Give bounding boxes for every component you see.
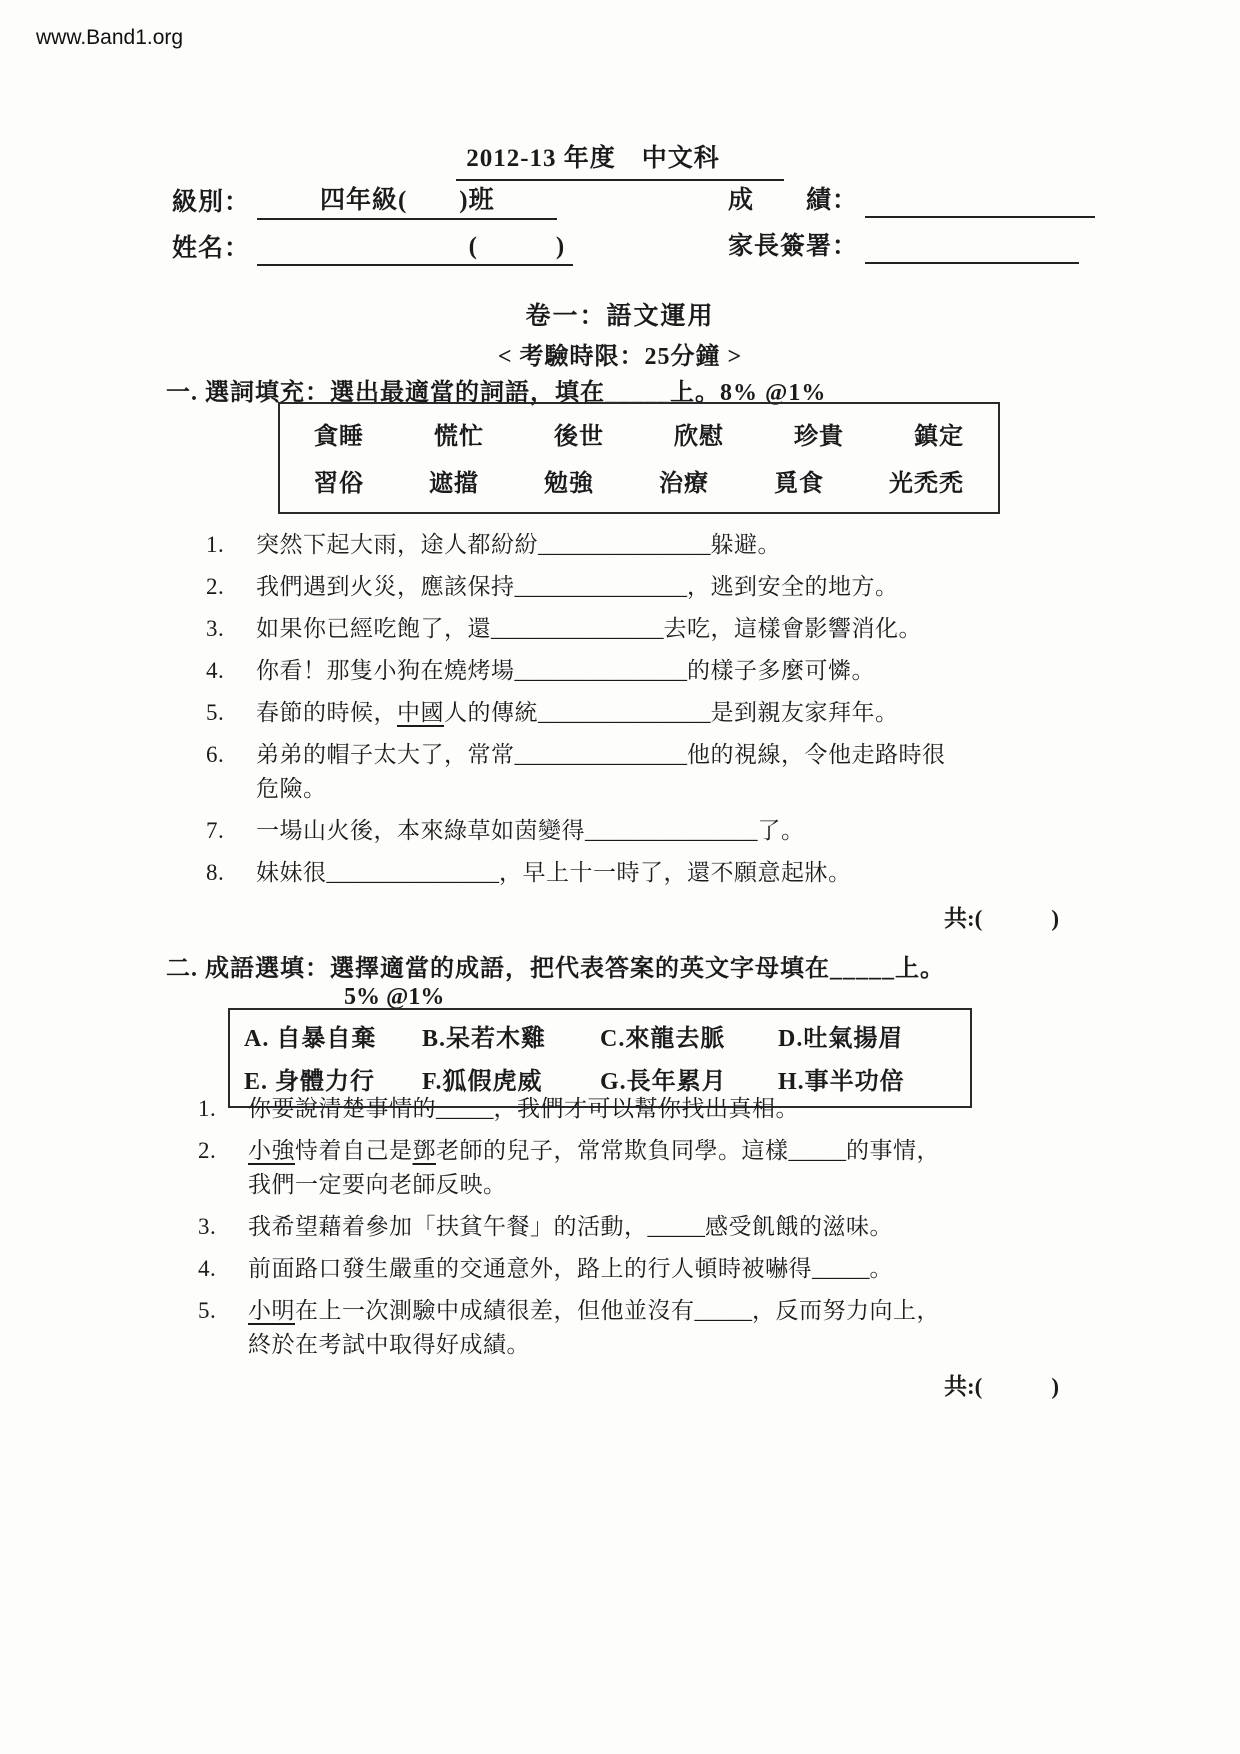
bank-item: H.事半功倍 (778, 1069, 905, 1095)
section2-subheading: 5% @1% (344, 984, 445, 1010)
question-number: 8. (206, 860, 225, 885)
name-blank-line: ( ) (257, 226, 573, 266)
bank-item: 欣慰 (674, 424, 724, 450)
field-class (172, 180, 557, 220)
question-segment: 在上一次測驗中成績很差，但他並沒有 (295, 1298, 695, 1323)
question-number: 4. (206, 658, 225, 683)
question-text (256, 814, 1086, 848)
question-row (198, 1134, 1098, 1202)
section1-heading: 一. 選詞填充：選出最適當的詞語，填在_____上。8% @1% (166, 380, 827, 406)
bank-item: D.吐氣揚眉 (778, 1026, 904, 1052)
question-segment: 的事情， (846, 1138, 940, 1163)
question-segment: 鄧 (412, 1138, 436, 1163)
bank-item: 慌忙 (434, 424, 484, 450)
bank-row (314, 463, 964, 498)
question-segment: 小強 (248, 1138, 295, 1163)
question-segment: 是到親友家拜年。 (710, 700, 899, 725)
question-text (256, 528, 1086, 562)
question-text (248, 1210, 1098, 1244)
bank-item: 後世 (554, 424, 604, 450)
question-text (248, 1294, 1098, 1362)
question-segment: 了。 (757, 818, 805, 843)
bank-item: 覓食 (774, 471, 824, 497)
question-row (206, 856, 1086, 890)
class-label: 級別： (172, 189, 251, 216)
question-segment: ，早上十一時了，還不願意起牀。 (499, 860, 852, 885)
bank-row (244, 1061, 956, 1096)
question-segment: 去吃，這樣會影響消化。 (663, 616, 922, 641)
part-title: 卷一：語文運用 (525, 303, 715, 330)
bank-item: C.來龍去脈 (600, 1026, 726, 1052)
question-segment: 的樣子多麼可憐。 (687, 658, 875, 683)
field-name (172, 226, 573, 266)
word-bank-box (278, 402, 1000, 514)
question-segment: 恃着自己是 (295, 1138, 413, 1163)
time-limit: < 考驗時限：25分鐘 > (497, 344, 743, 370)
question-segment: 終於在考試中取得好成績。 (248, 1332, 530, 1357)
bank-item: 治療 (659, 471, 709, 497)
bank-item: 珍貴 (794, 424, 844, 450)
section2-question-list (198, 1092, 1098, 1370)
question-row (206, 696, 1086, 730)
question-row (206, 570, 1086, 604)
question-row (206, 738, 1086, 806)
question-number: 6. (206, 742, 225, 767)
bank-item: 光禿禿 (889, 471, 964, 497)
answer-blank: _____ (788, 1138, 846, 1163)
question-segment: 感受飢餓的滋味。 (705, 1214, 893, 1239)
score-label: 成 績： (728, 187, 859, 214)
question-segment: 中國 (397, 700, 444, 725)
site-watermark: www.Band1.org (36, 26, 184, 49)
section1-total: 共:( ) (944, 906, 1059, 931)
idiom-bank-rows (244, 1018, 956, 1096)
bank-item: 遮擋 (429, 471, 479, 497)
question-text (256, 612, 1086, 646)
question-row (198, 1294, 1098, 1362)
bank-item: F.狐假虎威 (422, 1069, 543, 1095)
answer-blank: _______________ (514, 574, 687, 599)
question-row (206, 814, 1086, 848)
question-segment: 妹妹很 (256, 860, 327, 885)
question-segment: 。 (869, 1256, 893, 1281)
question-number: 3. (198, 1214, 217, 1239)
question-number: 1. (198, 1096, 217, 1121)
exam-title (0, 138, 1240, 181)
question-segment: 我們遇到火災，應該保持 (256, 574, 515, 599)
field-parent-signature (728, 226, 1079, 264)
question-row (206, 612, 1086, 646)
question-segment: 老師的兒子，常常欺負同學。這樣 (436, 1138, 789, 1163)
bank-item: B.呆若木雞 (422, 1026, 547, 1052)
answer-blank: _______________ (538, 532, 711, 557)
class-value-line: 四年級( )班 (257, 180, 557, 220)
score-blank-line (865, 186, 1095, 218)
bank-item: A. 自暴自棄 (244, 1026, 377, 1052)
question-segment: ，反而努力向上， (752, 1298, 940, 1323)
question-segment: 我希望藉着參加「扶貧午餐」的活動， (248, 1214, 648, 1239)
question-segment: 前面路口發生嚴重的交通意外，路上的行人頓時被嚇得 (248, 1256, 812, 1281)
section2-heading: 二. 成語選填：選擇適當的成語，把代表答案的英文字母填在_____上。 (166, 956, 945, 982)
answer-blank: _______________ (585, 818, 758, 843)
question-segment: 小明 (248, 1298, 295, 1323)
bank-item: 勉強 (544, 471, 594, 497)
question-segment: 一場山火後，本來綠草如茵變得 (256, 818, 585, 843)
field-score (728, 180, 1095, 218)
question-text (256, 738, 1086, 806)
bank-row (244, 1018, 956, 1053)
question-segment: 突然下起大雨，途人都紛紛 (256, 532, 538, 557)
question-segment: 你要說清楚事情的 (248, 1096, 436, 1121)
bank-item: E. 身體力行 (244, 1069, 376, 1095)
exam-title-text: 2012-13 年度 中文科 (456, 138, 784, 181)
question-segment: 危險。 (256, 776, 327, 801)
section1-question-list (206, 528, 1086, 898)
bank-item: 鎮定 (914, 424, 964, 450)
answer-blank: _______________ (538, 700, 711, 725)
question-text (248, 1252, 1098, 1286)
question-row (206, 528, 1086, 562)
question-number: 2. (198, 1138, 217, 1163)
question-segment: 你看！那隻小狗在燒烤場 (256, 658, 515, 683)
parent-signature-blank-line (865, 232, 1079, 264)
question-segment: 他的視線，令他走路時很 (687, 742, 946, 767)
question-row (198, 1210, 1098, 1244)
answer-blank: _______________ (326, 860, 499, 885)
word-bank-rows (314, 416, 964, 498)
question-segment: ，我們才可以幫你找出真相。 (493, 1096, 799, 1121)
answer-blank: _______________ (491, 616, 664, 641)
question-segment: 如果你已經吃飽了，還 (256, 616, 491, 641)
name-label: 姓名： (172, 235, 251, 262)
section2-total: 共:( ) (944, 1374, 1059, 1399)
bank-item: G.長年累月 (600, 1069, 727, 1095)
question-row (198, 1252, 1098, 1286)
parent-signature-label: 家長簽署： (728, 233, 859, 260)
question-text (256, 856, 1086, 890)
bank-row (314, 416, 964, 451)
question-text (256, 654, 1086, 688)
bank-item: 貪睡 (314, 424, 364, 450)
question-text (256, 696, 1086, 730)
question-text (256, 570, 1086, 604)
answer-blank: _______________ (514, 742, 687, 767)
answer-blank: _______________ (514, 658, 687, 683)
answer-blank: _____ (694, 1298, 752, 1323)
question-number: 2. (206, 574, 225, 599)
question-number: 7. (206, 818, 225, 843)
bank-item: 習俗 (314, 471, 364, 497)
answer-blank: _____ (812, 1256, 870, 1281)
question-text (248, 1092, 1098, 1126)
question-number: 1. (206, 532, 225, 557)
question-number: 4. (198, 1256, 217, 1281)
question-segment: 春節的時候， (256, 700, 397, 725)
question-segment: 人的傳統 (444, 700, 538, 725)
question-number: 3. (206, 616, 225, 641)
answer-blank: _____ (436, 1096, 494, 1121)
question-segment: 躲避。 (710, 532, 781, 557)
answer-blank: _____ (647, 1214, 705, 1239)
question-number: 5. (206, 700, 225, 725)
question-row (198, 1092, 1098, 1126)
question-number: 5. (198, 1298, 217, 1323)
question-row (206, 654, 1086, 688)
question-segment: 我們一定要向老師反映。 (248, 1172, 507, 1197)
question-text (248, 1134, 1098, 1202)
question-segment: 弟弟的帽子太大了，常常 (256, 742, 515, 767)
question-segment: ，逃到安全的地方。 (687, 574, 899, 599)
